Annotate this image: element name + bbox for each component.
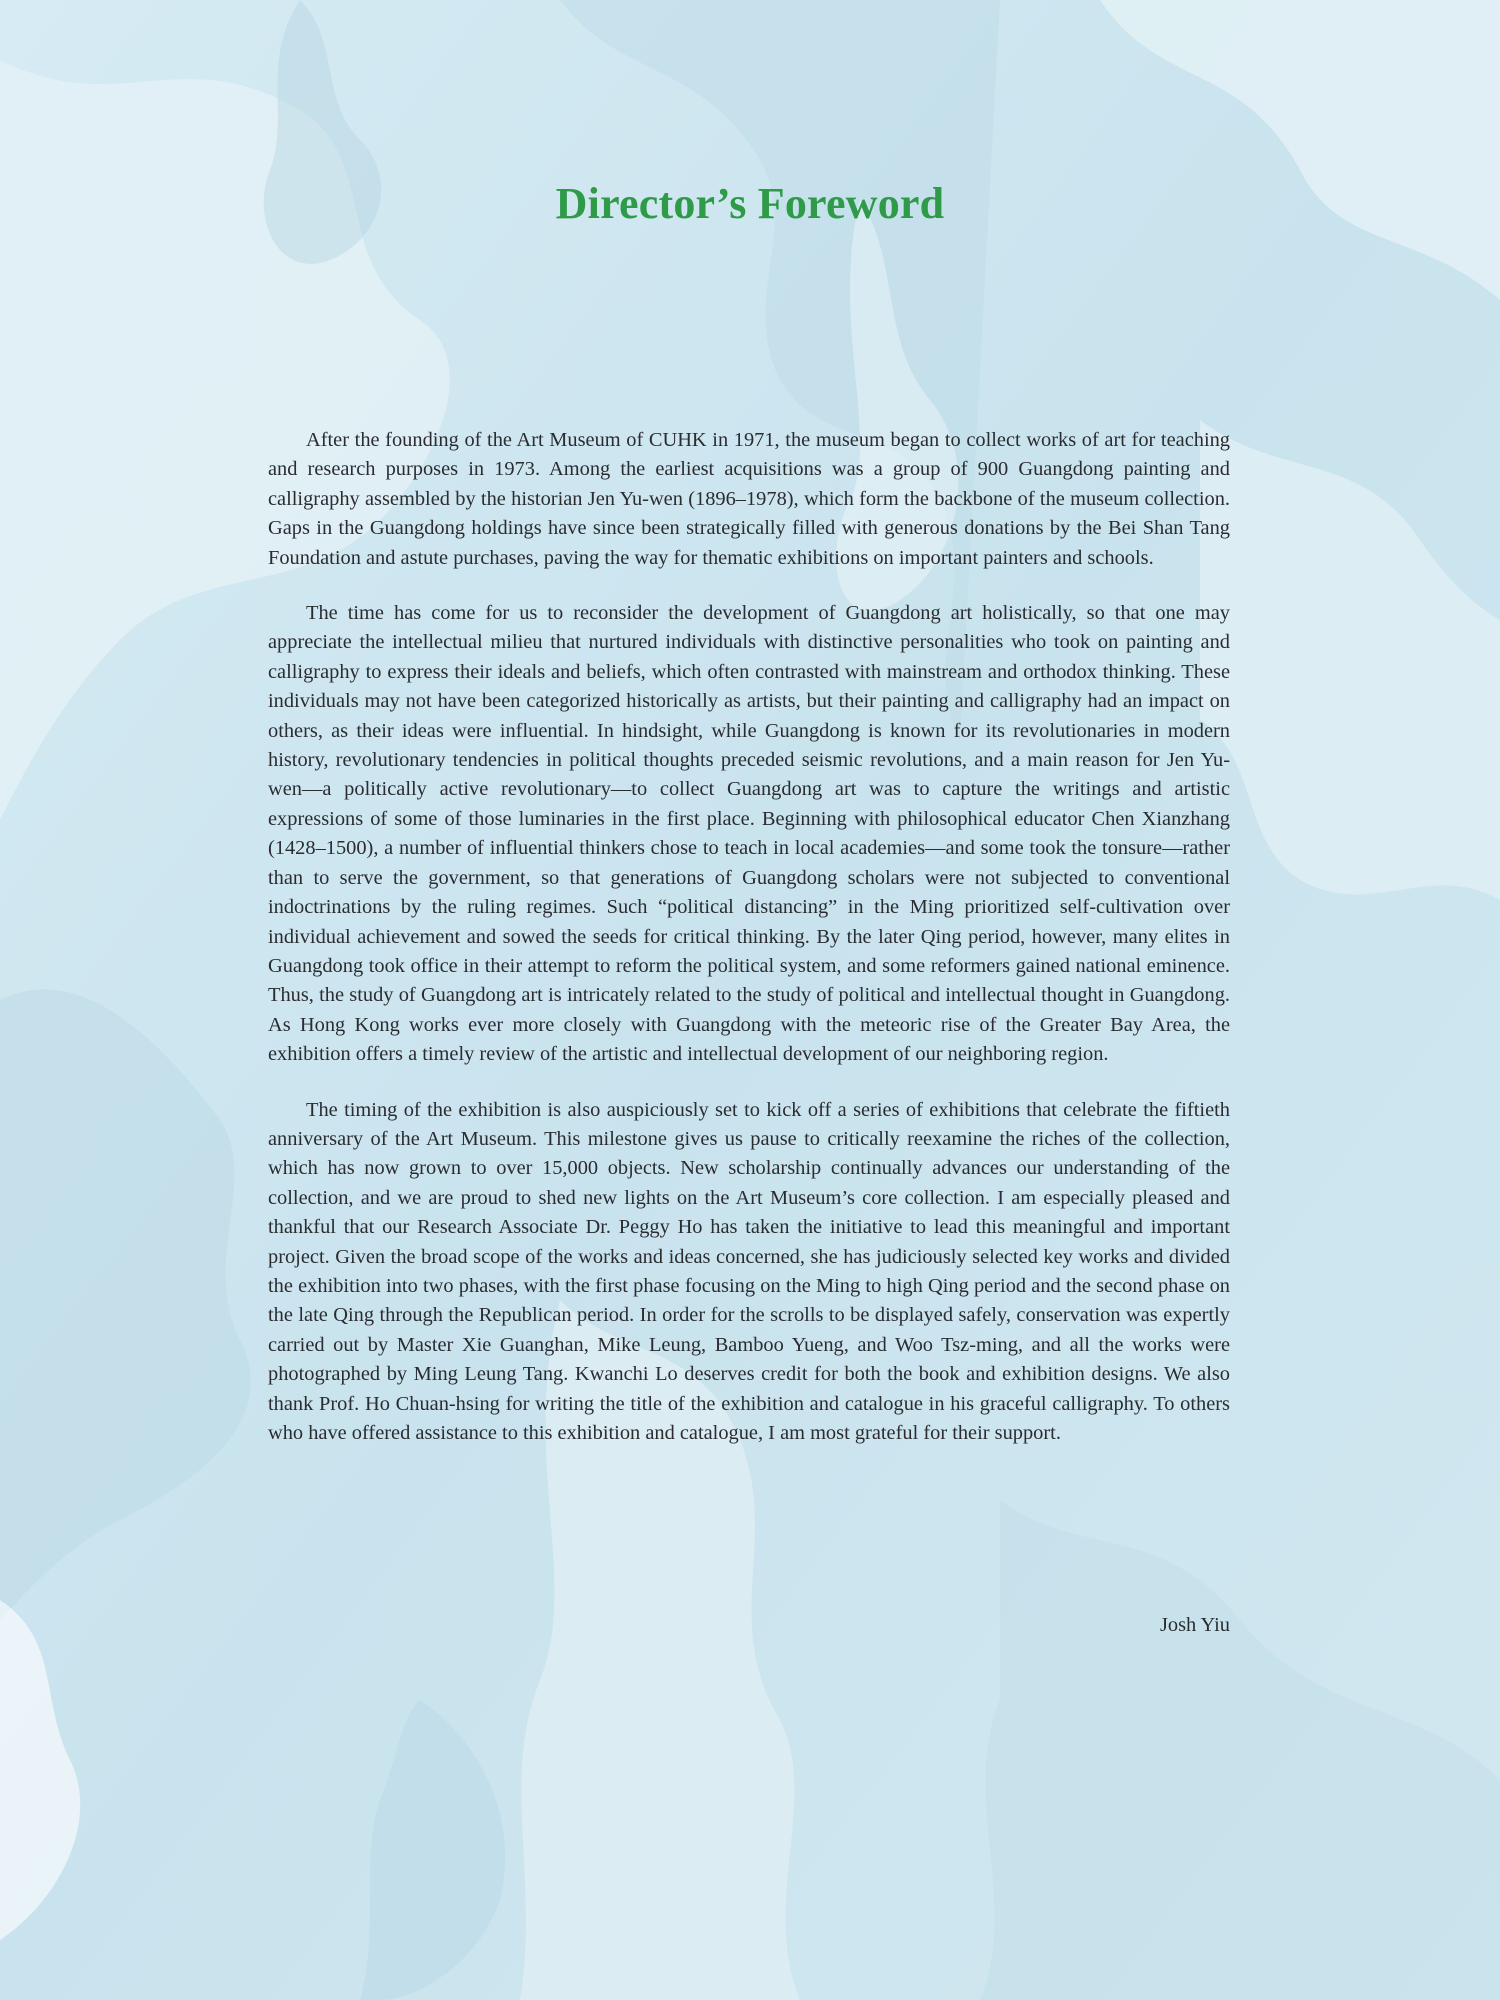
paragraph-2: The time has come for us to reconsider the development of Guangdong art holistically, so that one may appreciate the intellectual milieu that nurtured individuals with distinctive personalities who took on painting and calligraphy to express their ideals and beliefs, which often contrasted with mainstream and orthodox thinking. These individuals may not have been categorized historically as artists, but their painting and calligraphy had an impact on others, as their ideas were influential. In hindsight, while Guangdong is known for its revolutionaries in modern history, revolutionary tendencies in political thoughts preceded seismic revolutions, and a main reason for Jen Yu-wen—a politically active revolutionary—to collect Guangdong art was to capture the writings and artistic expressions of some of those luminaries in the first place. Beginning with philosophical educator Chen Xianzhang (1428–1500), a number of influential thinkers chose to teach in local academies—and some took the tonsure—rather than to serve the government, so that generations of Guangdong scholars were not subjected to conventional indoctrinations by the ruling regimes. Such “political distancing” in the Ming prioritized self-cultivation over individual achievement and sowed the seeds for critical thinking. By the later Qing period, however, many elites in Guangdong took office in their attempt to reform the political system, and some reformers gained national eminence. Thus, the study of Guangdong art is intricately related to the study of political and intellectual thought in Guangdong. As Hong Kong works ever more closely with Guangdong with the meteoric rise of the Greater Bay Area, the exhibition offers a timely review of the artistic and intellectual development of our neighboring region.	[268, 602, 1230, 1066]
page-title: Director’s Foreword	[555, 179, 945, 228]
paragraph-3: The timing of the exhibition is also auspiciously set to kick off a series of exhibitions that celebrate the fiftieth anniversary of the Art Museum. This milestone gives us pause to critically reexamine the riches of the collection, which has now grown to over 15,000 objects. New scholarship continually advances our understanding of the collection, and we are proud to shed new lights on the Art Museum’s core collection. I am especially pleased and thankful that our Research Associate Dr. Peggy Ho has taken the initiative to lead this meaningful and important project. Given the broad scope of the works and ideas concerned, she has judiciously selected key works and divided the exhibition into two phases, with the first phase focusing on the Ming to high Qing period and the second phase on the late Qing through the Republican period. In order for the scrolls to be displayed safely, conservation was expertly carried out by Master Xie Guanghan, Mike Leung, Bamboo Yueng, and Woo Tsz-ming, and all the works were photographed by Ming Leung Tang. Kwanchi Lo deserves credit for both the book and exhibition designs. We also thank Prof. Ho Chuan-hsing for writing the title of the exhibition and catalogue in his graceful calligraphy. To others who have offered assistance to this exhibition and catalogue, I am most grateful for their support.	[268, 1098, 1230, 1444]
signature: Josh Yiu	[1159, 1614, 1230, 1636]
foreword-body	[268, 426, 1230, 1474]
paragraph-1: After the founding of the Art Museum of CUHK in 1971, the museum began to collect works of art for teaching and research purposes in 1973. Among the earliest acquisitions was a group of 900 Guangdong painting and calligraphy assembled by the historian Jen Yu-wen (1896–1978), which form the backbone of the museum collection. Gaps in the Guangdong holdings have since been strategically filled with generous donations by the Bei Shan Tang Foundation and astute purchases, paving the way for thematic exhibitions on important painters and schools.	[268, 429, 1230, 569]
